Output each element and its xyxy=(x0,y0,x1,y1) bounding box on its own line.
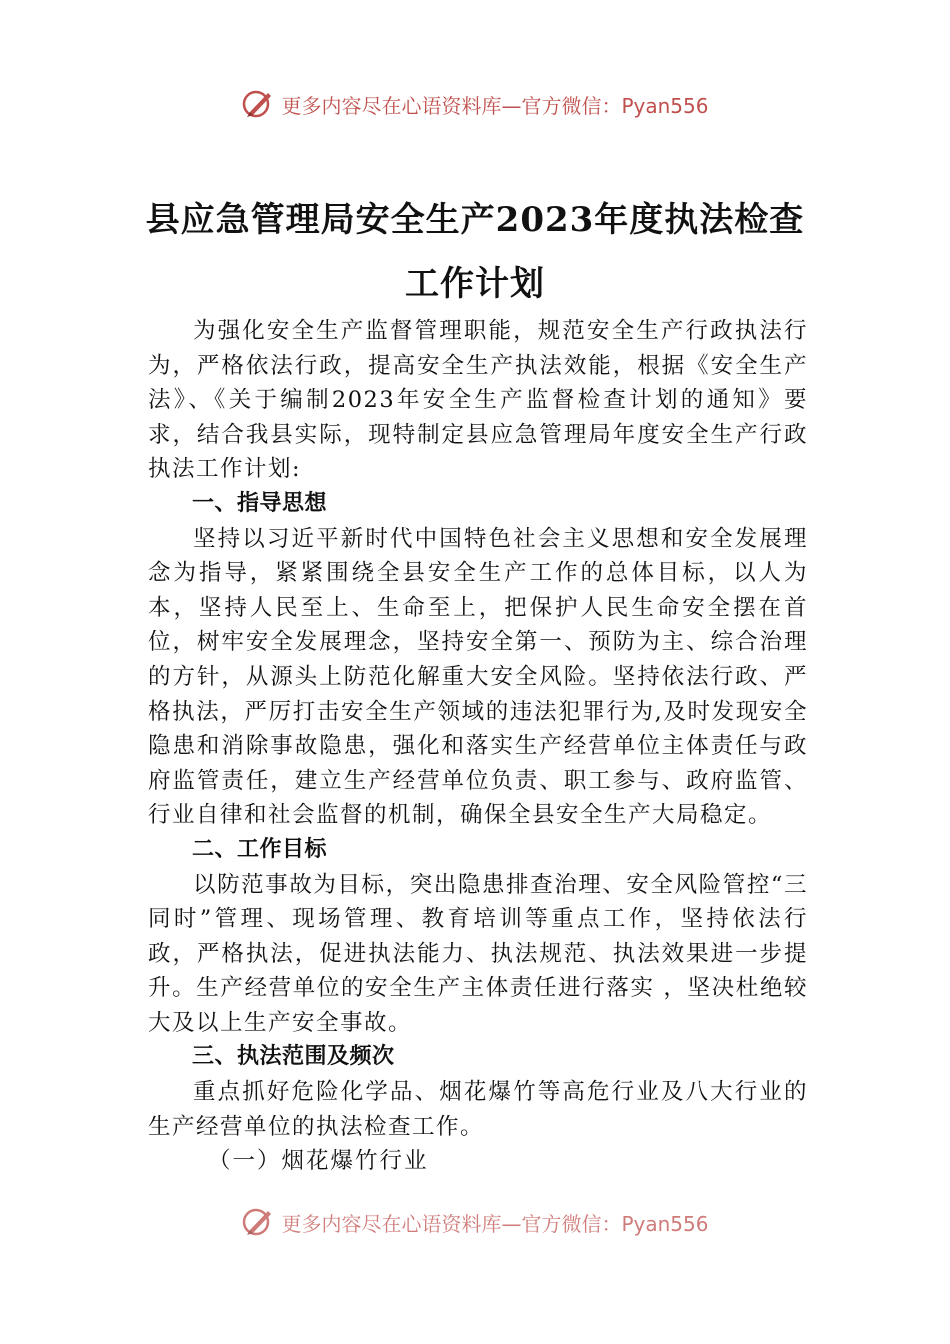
page-title-line1: 县应急管理局安全生产2023年度执法检查 xyxy=(145,200,805,240)
section-heading-guiding-ideology: 一、指导思想 xyxy=(192,490,328,516)
watermark-text: 更多内容尽在心语资料库—官方微信：Pyan556 xyxy=(281,93,709,118)
watermark-header xyxy=(0,84,950,124)
page-title-line2: 工作计划 xyxy=(405,264,545,304)
pen-logo-icon xyxy=(241,87,275,121)
section-paragraph-guiding-ideology: 坚持以习近平新时代中国特色社会主义思想和安全发展理念为指导，紧紧围绕全县安全生产工作的总体目标，以人为本，坚持人民至上、生命至上，把保护人民生命安全摆在首位，树牢安全发展理念，坚持安全第一、预防为主、综合治理的方针，从源头上防范化解重大安全风险。坚持依法行政、严格执法，严厉打击安全生产领域的违法犯罪行为,及时发现安全隐患和消除事故隐患，强化和落实生产经营单位主体责任与政府监管责任，建立生产经营单位负责、职工参与、政府监管、行业自律和社会监督的机制，确保全县安全生产大局稳定。 xyxy=(148,525,808,829)
section-heading-scope-frequency: 三、执法范围及频次 xyxy=(192,1044,395,1070)
watermark-text: 更多内容尽在心语资料库—官方微信：Pyan556 xyxy=(281,1211,709,1236)
document-body xyxy=(148,314,808,1179)
pen-logo-icon xyxy=(241,1205,275,1239)
section-heading-work-goals: 二、工作目标 xyxy=(192,836,328,862)
subsection-heading-fireworks: （一）烟花爆竹行业 xyxy=(208,1148,429,1175)
section-paragraph-work-goals: 以防范事故为目标，突出隐患排查治理、安全风险管控“三同时”管理、现场管理、教育培训等重点工作，坚持依法行政，严格执法，促进执法能力、执法规范、执法效果进一步提升。生产经营单位的安全生产主体责任进行落实 ，坚决杜绝较大及以上生产安全事故。 xyxy=(148,871,808,1036)
section-paragraph-scope-frequency: 重点抓好危险化学品、烟花爆竹等高危行业及八大行业的生产经营单位的执法检查工作。 xyxy=(148,1079,808,1140)
intro-paragraph: 为强化安全生产监督管理职能，规范安全生产行政执法行为，严格依法行政，提高安全生产执法效能，根据《安全生产法》、《关于编制2023年安全生产监督检查计划的通知》要求，结合我县实际，现特制定县应急管理局年度安全生产行政执法工作计划: xyxy=(148,318,808,483)
watermark-footer xyxy=(0,1202,950,1242)
